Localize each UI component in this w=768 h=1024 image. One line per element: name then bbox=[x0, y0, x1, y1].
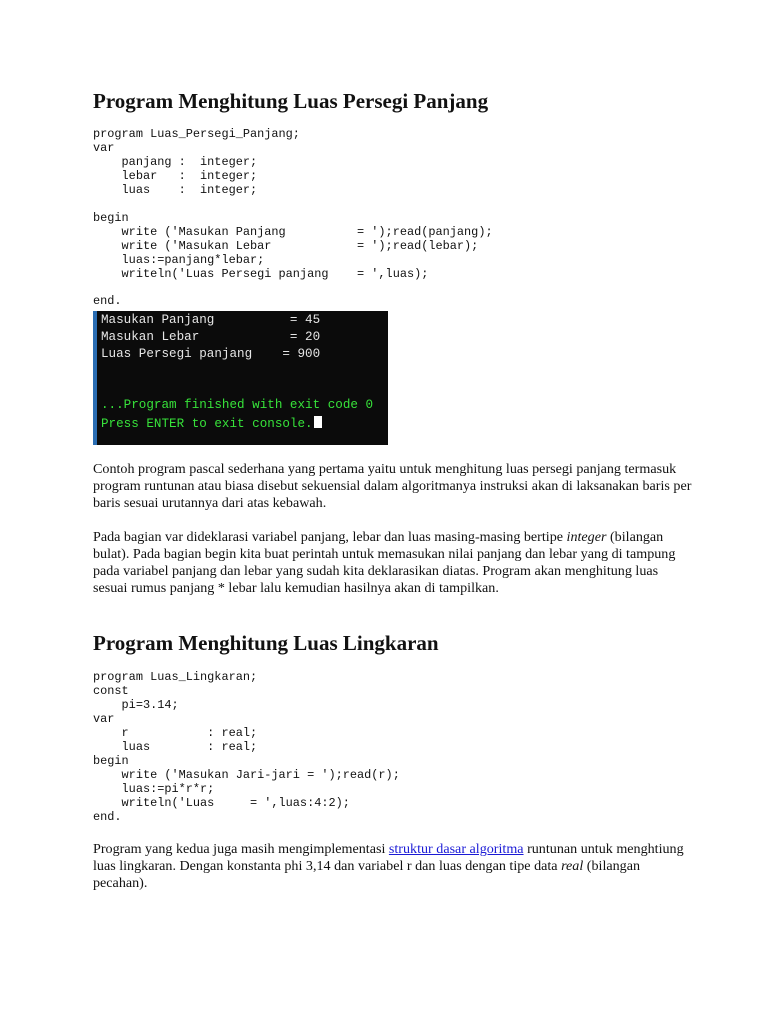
link-struktur-dasar-algoritma[interactable]: struktur dasar algoritma bbox=[388, 841, 524, 857]
paragraph-text: runtunan untuk menghtiung luas lingkaran. Dengan konstanta phi 3,14 dan variabel r dan luas dengan tipe data bbox=[93, 841, 684, 874]
code-block-persegi-panjang: program Luas_Persegi_Panjang; var panjang : integer; lebar : integer; luas : integer; begin write ('Masukan Panjang = ');read(panjang); write ('Masukan Lebar = ');read(lebar); luas:=panjang*lebar; writeln('Luas Persegi panjang = ',luas); end. bbox=[93, 127, 493, 309]
console-output-screenshot bbox=[93, 311, 388, 445]
paragraph-lingkaran bbox=[93, 841, 693, 892]
console-finish-line: ...Program finished with exit code 0 bbox=[101, 398, 374, 412]
paragraph-text: Pada bagian var dideklarasi variabel panjang, lebar dan luas masing-masing bertipe bbox=[93, 529, 567, 545]
paragraph-text: (bilangan pecahan). bbox=[93, 858, 641, 891]
console-prompt-text: Press ENTER to exit console. bbox=[101, 417, 313, 431]
section-title-persegi-panjang: Program Menghitung Luas Persegi Panjang bbox=[93, 89, 489, 113]
type-integer-text: integer bbox=[566, 529, 607, 545]
console-prompt-line bbox=[101, 416, 322, 431]
paragraph-persegi-panjang-intro: Contoh program pascal sederhana yang pertama yaitu untuk menghitung luas persegi panjang termasuk program runtunan atau biasa disebut sekuensial dalam algoritmanya instruksi akan di laksanakan baris per baris sesuai urutannya dari atas kebawah. bbox=[93, 461, 692, 511]
console-line-panjang: Masukan Panjang = 45 bbox=[101, 313, 321, 327]
console-line-lebar: Masukan Lebar = 20 bbox=[101, 330, 321, 344]
paragraph-text: Program yang kedua juga masih mengimplementasi bbox=[93, 841, 389, 857]
paragraph-persegi-panjang-var bbox=[93, 529, 693, 597]
type-real-text: real bbox=[561, 858, 584, 874]
code-block-lingkaran: program Luas_Lingkaran; const pi=3.14; var r : real; luas : real; begin write ('Masukan Jari-jari = ');read(r); luas:=pi*r*r; writeln('Luas = ',luas:4:2); end. bbox=[93, 670, 400, 824]
cursor-icon bbox=[314, 416, 322, 428]
console-line-luas: Luas Persegi panjang = 900 bbox=[101, 347, 321, 361]
section-title-lingkaran: Program Menghitung Luas Lingkaran bbox=[93, 631, 439, 655]
paragraph-text: (bilangan bulat). Pada bagian begin kita buat perintah untuk memasukan nilai panjang dan lebar yang di tampung pada variabel panjang dan lebar yang sudah kita deklarasikan diatas. Program akan menghitung luas sesuai rumus panjang * lebar lalu kemudian hasilnya akan di tampilkan. bbox=[93, 529, 676, 596]
